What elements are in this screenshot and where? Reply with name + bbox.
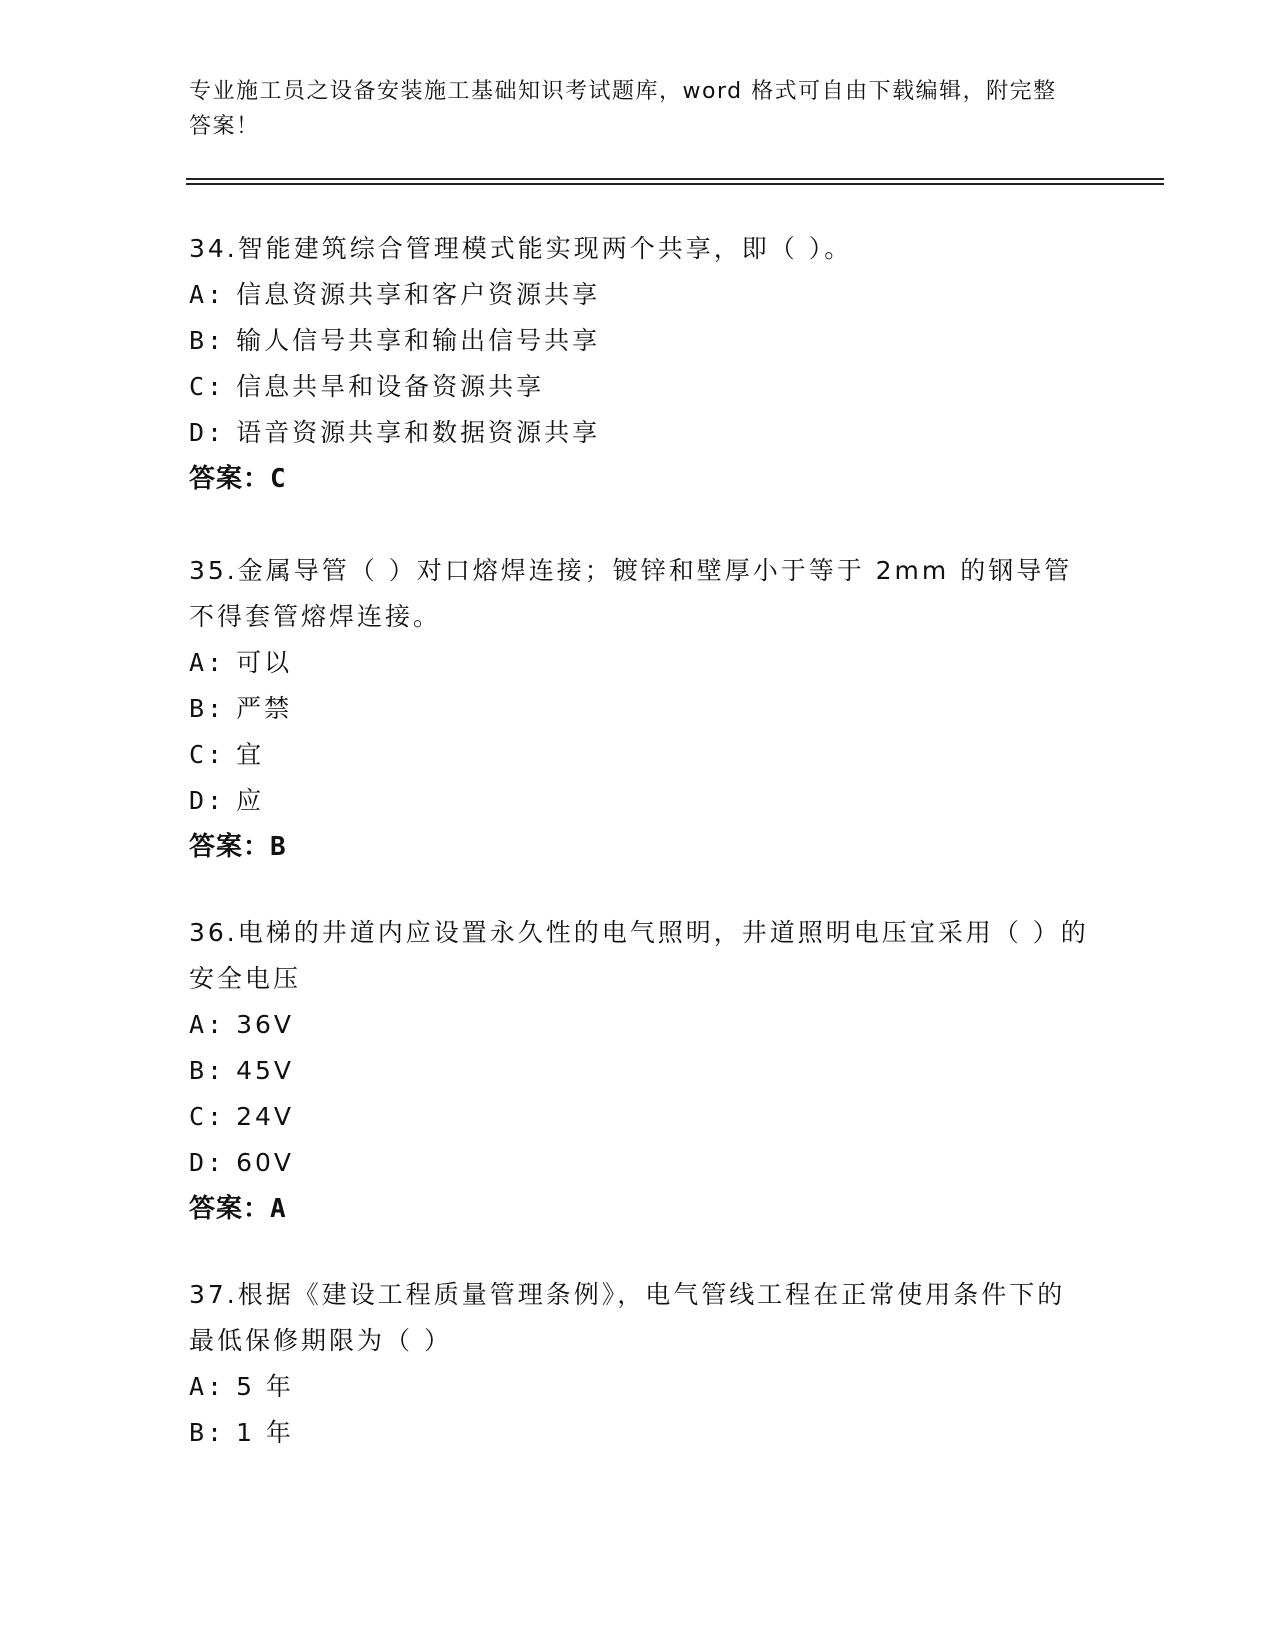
option-text: 1 年	[236, 1418, 294, 1447]
answer-value: C	[270, 464, 287, 494]
option-key: C:	[189, 1102, 226, 1131]
option-b	[189, 318, 1089, 364]
option-key: C:	[189, 740, 226, 769]
question-34	[189, 226, 1089, 502]
option-text: 60V	[236, 1148, 294, 1177]
option-a	[189, 1364, 1089, 1410]
answer-label: 答案：	[189, 464, 271, 494]
answer-line	[189, 456, 1089, 502]
question-37	[189, 1272, 1089, 1456]
option-text: 45V	[236, 1056, 294, 1085]
option-key: B:	[189, 694, 226, 723]
answer-value: A	[270, 1194, 287, 1224]
answer-line	[189, 1186, 1089, 1232]
option-d	[189, 410, 1089, 456]
option-text: 信息共旱和设备资源共享	[236, 372, 545, 401]
option-c	[189, 364, 1089, 410]
option-key: B:	[189, 326, 226, 355]
answer-value: B	[270, 832, 287, 862]
option-text: 信息资源共享和客户资源共享	[236, 280, 601, 309]
option-d	[189, 1140, 1089, 1186]
answer-label: 答案：	[189, 832, 271, 862]
option-a	[189, 1002, 1089, 1048]
question-stem: 37.根据《建设工程质量管理条例》，电气管线工程在正常使用条件下的最低保修期限为（ ）	[189, 1280, 1066, 1355]
option-key: A:	[189, 648, 226, 677]
option-c	[189, 732, 1089, 778]
option-key: D:	[189, 418, 226, 447]
option-text: 36V	[236, 1010, 294, 1039]
option-d	[189, 778, 1089, 824]
answer-label: 答案：	[189, 1194, 271, 1224]
option-key: C:	[189, 372, 226, 401]
option-key: D:	[189, 1148, 226, 1177]
option-key: A:	[189, 1010, 226, 1039]
option-key: B:	[189, 1418, 226, 1447]
question-stem: 35.金属导管（ ）对口熔焊连接；镀锌和壁厚小于等于 2mm 的钢导管不得套管熔焊连接。	[189, 556, 1073, 631]
answer-line	[189, 824, 1089, 870]
option-text: 应	[236, 786, 265, 815]
option-b	[189, 686, 1089, 732]
option-text: 可以	[236, 648, 293, 677]
option-a	[189, 272, 1089, 318]
option-key: D:	[189, 786, 226, 815]
question-36	[189, 910, 1089, 1232]
option-key: A:	[189, 280, 226, 309]
option-text: 24V	[236, 1102, 294, 1131]
option-a	[189, 640, 1089, 686]
question-stem: 34.智能建筑综合管理模式能实现两个共享，即（ ）。	[189, 234, 853, 263]
option-text: 输人信号共享和输出信号共享	[236, 326, 601, 355]
option-b	[189, 1048, 1089, 1094]
option-c	[189, 1094, 1089, 1140]
option-b	[189, 1410, 1089, 1456]
option-text: 宜	[236, 740, 265, 769]
question-stem: 36.电梯的井道内应设置永久性的电气照明，井道照明电压宜采用（ ）的安全电压	[189, 918, 1089, 993]
header-divider-bottom	[186, 183, 1164, 185]
option-key: B:	[189, 1056, 226, 1085]
question-35	[189, 548, 1089, 870]
document-header-note: 专业施工员之设备安装施工基础知识考试题库，word 格式可自由下载编辑，附完整答案！	[189, 79, 1057, 139]
header-divider-top	[186, 178, 1164, 180]
option-text: 严禁	[236, 694, 293, 723]
option-text: 语音资源共享和数据资源共享	[236, 418, 601, 447]
option-key: A:	[189, 1372, 226, 1401]
option-text: 5 年	[236, 1372, 294, 1401]
